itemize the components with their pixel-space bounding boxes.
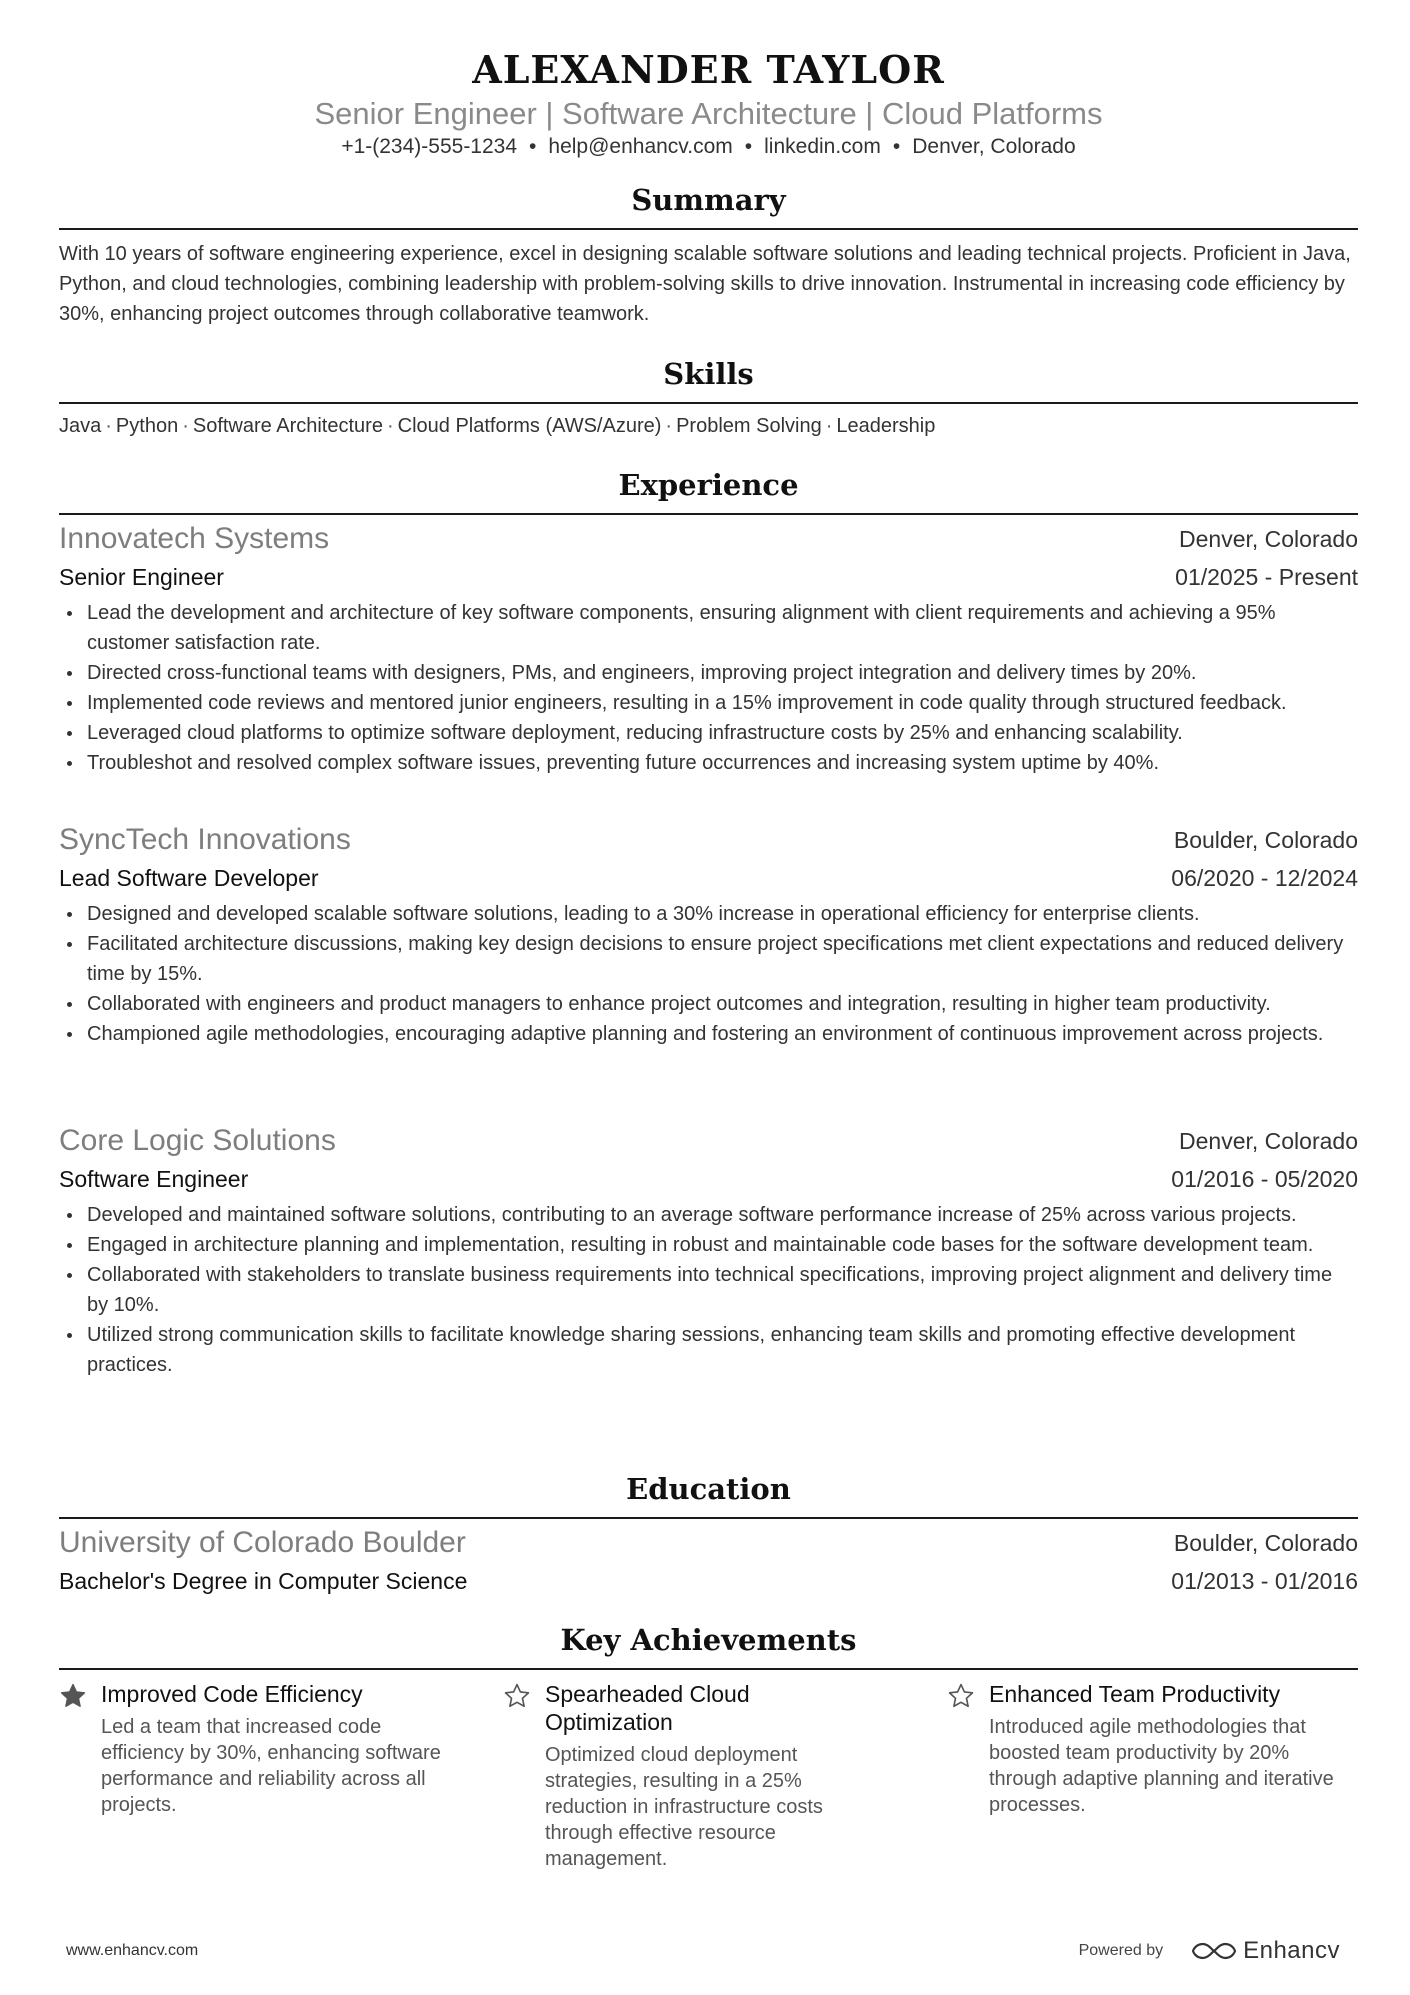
company-name: SyncTech Innovations	[59, 823, 351, 856]
footer-branding	[1079, 1934, 1340, 1968]
list-item: Directed cross-functional teams with designers, PMs, and engineers, improving project integration and delivery times by 20%.	[59, 658, 1358, 688]
skill-item: Cloud Platforms (AWS/Azure)	[397, 415, 662, 437]
email-link[interactable]: help@enhancv.com	[548, 135, 733, 158]
list-item: Troubleshot and resolved complex software issues, preventing future occurrences and increasing system uptime by 40%.	[59, 748, 1358, 778]
education-header	[59, 1524, 1358, 1562]
headline: Senior Engineer | Software Architecture | Cloud Platforms	[314, 96, 1103, 131]
degree: Bachelor's Degree in Computer Science	[59, 1568, 468, 1594]
section-divider	[59, 228, 1358, 230]
section-title-achievements: Key Achievements	[560, 1623, 857, 1657]
achievement-title: Improved Code Efficiency	[101, 1681, 363, 1707]
job-location: Boulder, Colorado	[1173, 827, 1358, 853]
separator-dot: •	[744, 135, 753, 158]
job-bullets	[59, 598, 1358, 778]
candidate-name: ALEXANDER TAYLOR	[472, 47, 945, 92]
job-title: Software Engineer	[59, 1166, 249, 1192]
list-item: Developed and maintained software solutions, contributing to an average software performance increase of 25% across various projects.	[59, 1200, 1358, 1230]
achievement-description: Introduced agile methodologies that boosted team productivity by 20% through adaptive planning and iterative processes.	[989, 1716, 1334, 1816]
school-location: Boulder, Colorado	[1173, 1530, 1358, 1556]
star-filled-icon	[59, 1682, 87, 1710]
job-bullets	[59, 1200, 1358, 1380]
list-item: Designed and developed scalable software solutions, leading to a 30% increase in operational efficiency for enterprise clients.	[59, 899, 1358, 929]
education-dates: 01/2013 - 01/2016	[1171, 1568, 1358, 1594]
section-divider	[59, 1668, 1358, 1670]
section-title-summary: Summary	[631, 183, 786, 217]
summary-text: With 10 years of software engineering experience, excel in designing scalable software solutions and leading technical projects. Proficient in Java, Python, and cloud technologies, combining leadership with problem-solving skills to drive innovation. Instrumental in increasing code efficiency by 30%, enhancing project outcomes through collaborative teamwork.	[59, 243, 1351, 325]
phone: +1-(234)-555-1234	[341, 135, 518, 158]
achievement-item	[947, 1680, 1347, 1818]
job-dates: 01/2016 - 05/2020	[1171, 1166, 1358, 1192]
company-name: Core Logic Solutions	[59, 1124, 336, 1157]
achievement-description: Optimized cloud deployment strategies, resulting in a 25% reduction in infrastructure costs through effective resource management.	[545, 1744, 823, 1870]
separator-dot: •	[892, 135, 901, 158]
job-location: Denver, Colorado	[1179, 526, 1358, 552]
list-item: Championed agile methodologies, encouraging adaptive planning and fostering an environment of continuous improvement across projects.	[59, 1019, 1358, 1049]
enhancv-logo-icon	[1191, 1940, 1237, 1962]
location: Denver, Colorado	[912, 135, 1076, 158]
job-header	[59, 821, 1358, 859]
list-item: Engaged in architecture planning and implementation, resulting in robust and maintainable code bases for the software development team.	[59, 1230, 1358, 1260]
powered-by-label: Powered by	[1078, 1942, 1164, 1959]
achievement-description: Led a team that increased code efficiency by 30%, enhancing software performance and reliability across all projects.	[101, 1716, 441, 1816]
section-divider	[59, 402, 1358, 404]
list-item: Lead the development and architecture of key software components, ensuring alignment with client requirements and achieving a 95% customer satisfaction rate.	[59, 598, 1358, 658]
contact-line	[59, 132, 1358, 162]
separator-dot: •	[529, 135, 537, 158]
footer-site-link[interactable]: www.enhancv.com	[66, 1942, 199, 1959]
school-name: University of Colorado Boulder	[59, 1526, 466, 1559]
job-title: Senior Engineer	[59, 564, 224, 590]
skill-item: Java	[59, 415, 102, 437]
job-bullets	[59, 899, 1358, 1049]
job-subheader	[59, 560, 1358, 598]
section-title-education: Education	[626, 1472, 791, 1506]
job-header	[59, 520, 1358, 558]
job-header	[59, 1122, 1358, 1160]
job-subheader	[59, 861, 1358, 899]
list-item: Collaborated with stakeholders to translate business requirements into technical specifications, improving project alignment and delivery time by 10%.	[59, 1260, 1358, 1320]
job-title: Lead Software Developer	[59, 865, 319, 891]
section-title-skills: Skills	[663, 357, 754, 391]
job-dates: 01/2025 - Present	[1175, 564, 1358, 590]
section-title-experience: Experience	[618, 468, 799, 502]
star-outline-icon	[947, 1682, 975, 1710]
skill-item: Software Architecture	[192, 415, 383, 437]
achievement-title: Spearheaded Cloud Optimization	[545, 1681, 750, 1735]
section-divider	[59, 513, 1358, 515]
skill-item: Python	[115, 415, 179, 437]
education-subheader	[59, 1564, 1358, 1602]
job-subheader	[59, 1162, 1358, 1200]
job-dates: 06/2020 - 12/2024	[1171, 865, 1358, 891]
list-item: Leveraged cloud platforms to optimize software deployment, reducing infrastructure costs by 25% and enhancing scalability.	[59, 718, 1358, 748]
achievement-title: Enhanced Team Productivity	[989, 1681, 1281, 1707]
list-item: Implemented code reviews and mentored junior engineers, resulting in a 15% improvement in code quality through structured feedback.	[59, 688, 1358, 718]
list-item: Facilitated architecture discussions, making key design decisions to ensure project specifications met client expectations and reduced delivery time by 15%.	[59, 929, 1358, 989]
star-outline-icon	[503, 1682, 531, 1710]
achievement-item	[503, 1680, 903, 1872]
section-divider	[59, 1517, 1358, 1519]
list-item: Utilized strong communication skills to facilitate knowledge sharing sessions, enhancing team skills and promoting effective development practices.	[59, 1320, 1358, 1380]
skill-item: Problem Solving	[676, 415, 822, 437]
job-location: Denver, Colorado	[1179, 1128, 1358, 1154]
achievement-item	[59, 1680, 459, 1818]
linkedin-link[interactable]: linkedin.com	[764, 135, 881, 158]
list-item: Collaborated with engineers and product managers to enhance project outcomes and integration, resulting in higher team productivity.	[59, 989, 1358, 1019]
skill-item: Leadership	[836, 415, 936, 437]
enhancv-logo-text: Enhancv	[1243, 1937, 1340, 1964]
skills-list: Java · Python · Software Architecture · Cloud Platforms (AWS/Azure) · Problem Solving · Leadership	[59, 415, 936, 437]
company-name: Innovatech Systems	[59, 522, 330, 555]
